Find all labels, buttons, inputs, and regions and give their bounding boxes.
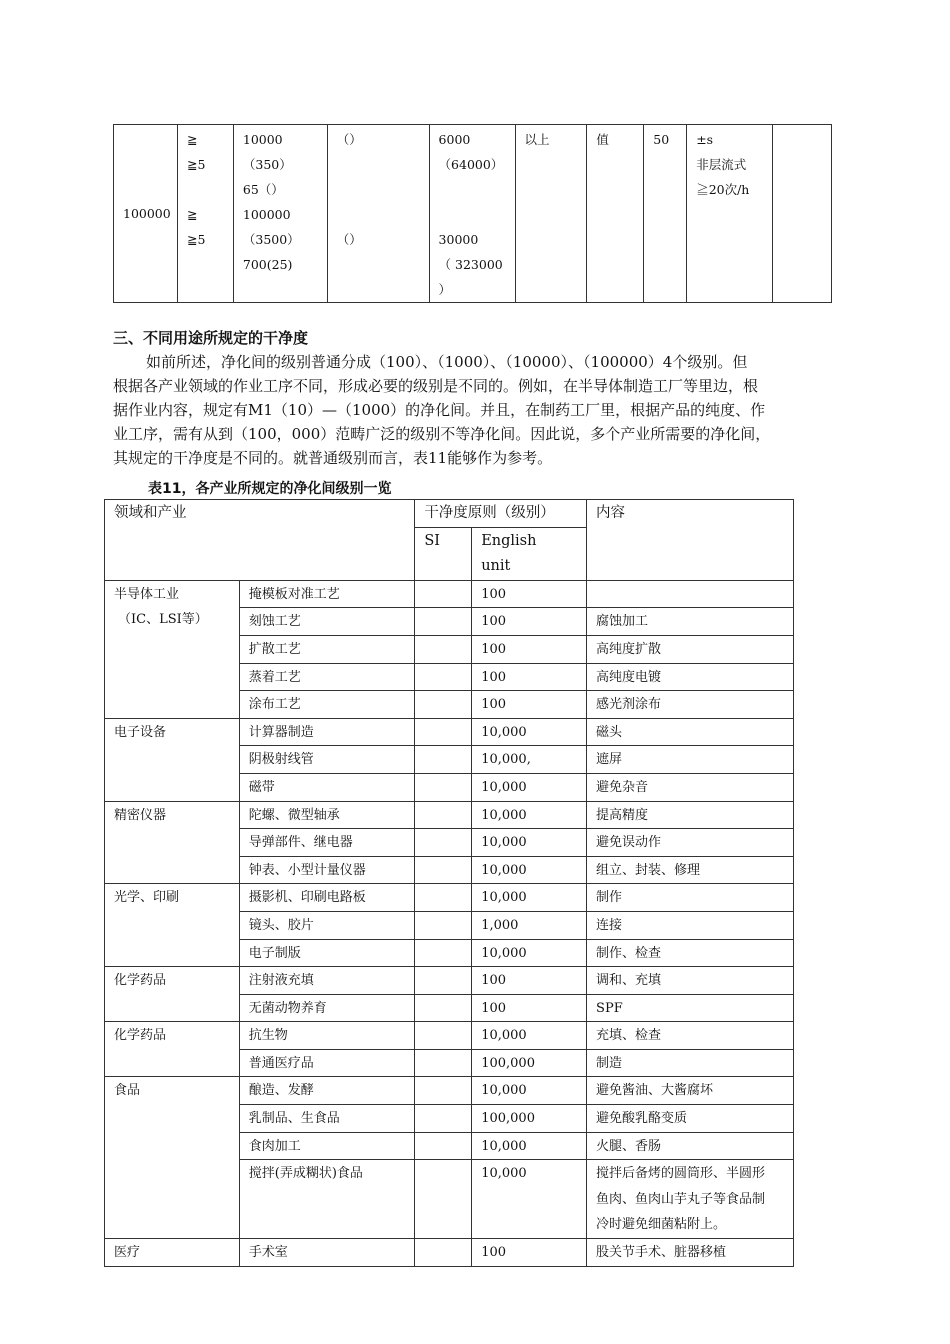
table-caption: 表11，各产业所规定的净化间级别一览 <box>148 481 392 497</box>
content-cell: 提高精度 <box>587 801 794 829</box>
si-cell <box>415 691 472 719</box>
industry-field-cell: 电子设备 <box>105 718 240 801</box>
english-unit-cell: 100,000 <box>472 1105 587 1133</box>
t1-col9: ±s 非层流式 ≧20次/h <box>687 125 773 303</box>
content-cell: 制作、检查 <box>587 939 794 967</box>
process-cell: 乳制品、生食品 <box>239 1105 415 1133</box>
industry-field-cell: 食品 <box>105 1077 240 1239</box>
process-cell: 手术室 <box>239 1239 415 1267</box>
english-unit-cell: 10,000 <box>472 939 587 967</box>
english-unit-cell: 10,000 <box>472 1160 587 1239</box>
si-cell <box>415 1160 472 1239</box>
process-cell: 无菌动物养育 <box>239 994 415 1022</box>
content-cell: 磁头 <box>587 718 794 746</box>
header-field: 领域和产业 <box>105 500 415 581</box>
process-cell: 导弹部件、继电器 <box>239 829 415 857</box>
content-cell: 股关节手术、脏器移植 <box>587 1239 794 1267</box>
english-unit-cell: 10,000 <box>472 1132 587 1160</box>
content-cell: 避免杂音 <box>587 773 794 801</box>
t1-col3: 10000 （350） 65（） 100000 （3500） 700(25) <box>233 125 327 303</box>
english-unit-cell: 100 <box>472 608 587 636</box>
content-cell: 避免酸乳酪变质 <box>587 1105 794 1133</box>
t1-col10 <box>773 125 832 303</box>
si-cell <box>415 829 472 857</box>
table-row <box>105 580 794 608</box>
si-cell <box>415 939 472 967</box>
content-cell <box>587 580 794 608</box>
section-title: 三、不同用途所规定的干净度 <box>113 329 309 347</box>
table-row <box>105 718 794 746</box>
english-unit-cell: 10,000 <box>472 801 587 829</box>
class-value-cell: 100000 <box>114 125 178 303</box>
paragraph-line: 据作业内容，规定有M1（10）—（1000）的净化间。并且，在制药工厂里，根据产品的纯度、作 <box>113 401 766 419</box>
si-cell <box>415 801 472 829</box>
content-cell: 感光剂涂布 <box>587 691 794 719</box>
si-cell <box>415 635 472 663</box>
process-cell: 阴极射线管 <box>239 746 415 774</box>
industry-field-cell: 化学药品 <box>105 967 240 1022</box>
english-unit-cell: 100 <box>472 635 587 663</box>
si-cell <box>415 856 472 884</box>
process-cell: 扩散工艺 <box>239 635 415 663</box>
t1-col8: 50 <box>644 125 687 303</box>
table-row <box>105 967 794 995</box>
table-row <box>105 884 794 912</box>
header-standard: 干净度原则（级别） <box>415 500 587 528</box>
paragraph-line: 根据各产业领域的作业工序不同，形成必要的级别是不同的。例如，在半导体制造工厂等里边，根 <box>113 377 759 395</box>
table-row <box>105 801 794 829</box>
si-cell <box>415 1239 472 1267</box>
header-si: SI <box>415 527 472 580</box>
process-cell: 蒸着工艺 <box>239 663 415 691</box>
english-unit-cell: 10,000 <box>472 718 587 746</box>
content-cell: SPF <box>587 994 794 1022</box>
content-cell: 遮屏 <box>587 746 794 774</box>
table-row <box>105 1239 794 1267</box>
english-unit-cell: 100 <box>472 691 587 719</box>
english-unit-cell: 10,000 <box>472 1077 587 1105</box>
process-cell: 抗生物 <box>239 1022 415 1050</box>
content-cell: 高纯度电镀 <box>587 663 794 691</box>
process-cell: 镜头、胶片 <box>239 911 415 939</box>
cleanroom-class-table <box>113 124 832 303</box>
process-cell: 搅拌(弄成糊状)食品 <box>239 1160 415 1239</box>
si-cell <box>415 580 472 608</box>
content-cell: 避免误动作 <box>587 829 794 857</box>
content-cell: 腐蚀加工 <box>587 608 794 636</box>
english-unit-cell: 10,000 <box>472 884 587 912</box>
t1-col4: （） （） <box>327 125 429 303</box>
english-unit-cell: 10,000 <box>472 773 587 801</box>
english-unit-cell: 100 <box>472 663 587 691</box>
english-unit-cell: 100 <box>472 580 587 608</box>
header-english-unit: English unit <box>472 527 587 580</box>
english-unit-cell: 100 <box>472 967 587 995</box>
t1-col7: 值 <box>587 125 644 303</box>
industry-field-cell: 医疗 <box>105 1239 240 1267</box>
si-cell <box>415 1132 472 1160</box>
process-cell: 陀螺、微型轴承 <box>239 801 415 829</box>
si-cell <box>415 967 472 995</box>
si-cell <box>415 884 472 912</box>
process-cell: 摄影机、印刷电路板 <box>239 884 415 912</box>
content-cell: 火腿、香肠 <box>587 1132 794 1160</box>
si-cell <box>415 1022 472 1050</box>
content-cell: 充填、检查 <box>587 1022 794 1050</box>
process-cell: 注射液充填 <box>239 967 415 995</box>
industry-cleanroom-table <box>104 499 794 1267</box>
english-unit-cell: 10,000 <box>472 856 587 884</box>
industry-field-cell: 光学、印刷 <box>105 884 240 967</box>
content-cell: 制造 <box>587 1049 794 1077</box>
process-cell: 掩模板对准工艺 <box>239 580 415 608</box>
content-cell: 连接 <box>587 911 794 939</box>
process-cell: 酿造、发酵 <box>239 1077 415 1105</box>
english-unit-cell: 100 <box>472 1239 587 1267</box>
process-cell: 刻蚀工艺 <box>239 608 415 636</box>
process-cell: 普通医疗品 <box>239 1049 415 1077</box>
english-unit-cell: 100,000 <box>472 1049 587 1077</box>
section-paragraph <box>113 350 835 470</box>
process-cell: 钟表、小型计量仪器 <box>239 856 415 884</box>
table-row <box>105 1022 794 1050</box>
content-cell: 避免酱油、大酱腐坏 <box>587 1077 794 1105</box>
industry-field-cell: 精密仪器 <box>105 801 240 884</box>
si-cell <box>415 994 472 1022</box>
industry-field-cell: 化学药品 <box>105 1022 240 1077</box>
process-cell: 涂布工艺 <box>239 691 415 719</box>
english-unit-cell: 10,000, <box>472 746 587 774</box>
content-cell: 高纯度扩散 <box>587 635 794 663</box>
industry-field-cell: 半导体工业 （IC、LSI等） <box>105 580 240 718</box>
content-cell: 搅拌后备烤的圆筒形、半圆形 鱼肉、鱼肉山芋丸子等食品制 冷时避免细菌粘附上。 <box>587 1160 794 1239</box>
paragraph-line: 业工序，需有从到（100，000）范畴广泛的级别不等净化间。因此说，多个产业所需要的净化间， <box>113 425 771 443</box>
si-cell <box>415 1049 472 1077</box>
table-row <box>105 1077 794 1105</box>
si-cell <box>415 718 472 746</box>
process-cell: 计算器制造 <box>239 718 415 746</box>
t1-col5: 6000 （64000） 30000 （ 323000 ） <box>429 125 515 303</box>
process-cell: 磁带 <box>239 773 415 801</box>
si-cell <box>415 911 472 939</box>
english-unit-cell: 10,000 <box>472 829 587 857</box>
english-unit-cell: 100 <box>472 994 587 1022</box>
content-cell: 调和、充填 <box>587 967 794 995</box>
process-cell: 食肉加工 <box>239 1132 415 1160</box>
si-cell <box>415 1105 472 1133</box>
si-cell <box>415 773 472 801</box>
si-cell <box>415 746 472 774</box>
process-cell: 电子制版 <box>239 939 415 967</box>
header-content: 内容 <box>587 500 794 581</box>
si-cell <box>415 608 472 636</box>
t1-col6: 以上 <box>515 125 587 303</box>
si-cell <box>415 663 472 691</box>
english-unit-cell: 1,000 <box>472 911 587 939</box>
content-cell: 制作 <box>587 884 794 912</box>
paragraph-line: 其规定的干净度是不同的。就普通级别而言，表11能够作为参考。 <box>113 449 553 467</box>
t1-col2: ≧ ≧5 ≧ ≧5 <box>177 125 233 303</box>
table-header-row <box>105 500 794 528</box>
english-unit-cell: 10,000 <box>472 1022 587 1050</box>
paragraph-line: 如前所述，净化间的级别普通分成（100）、（1000）、（10000）、（100000）4个级别。但 <box>146 353 748 371</box>
content-cell: 组立、封装、修理 <box>587 856 794 884</box>
si-cell <box>415 1077 472 1105</box>
